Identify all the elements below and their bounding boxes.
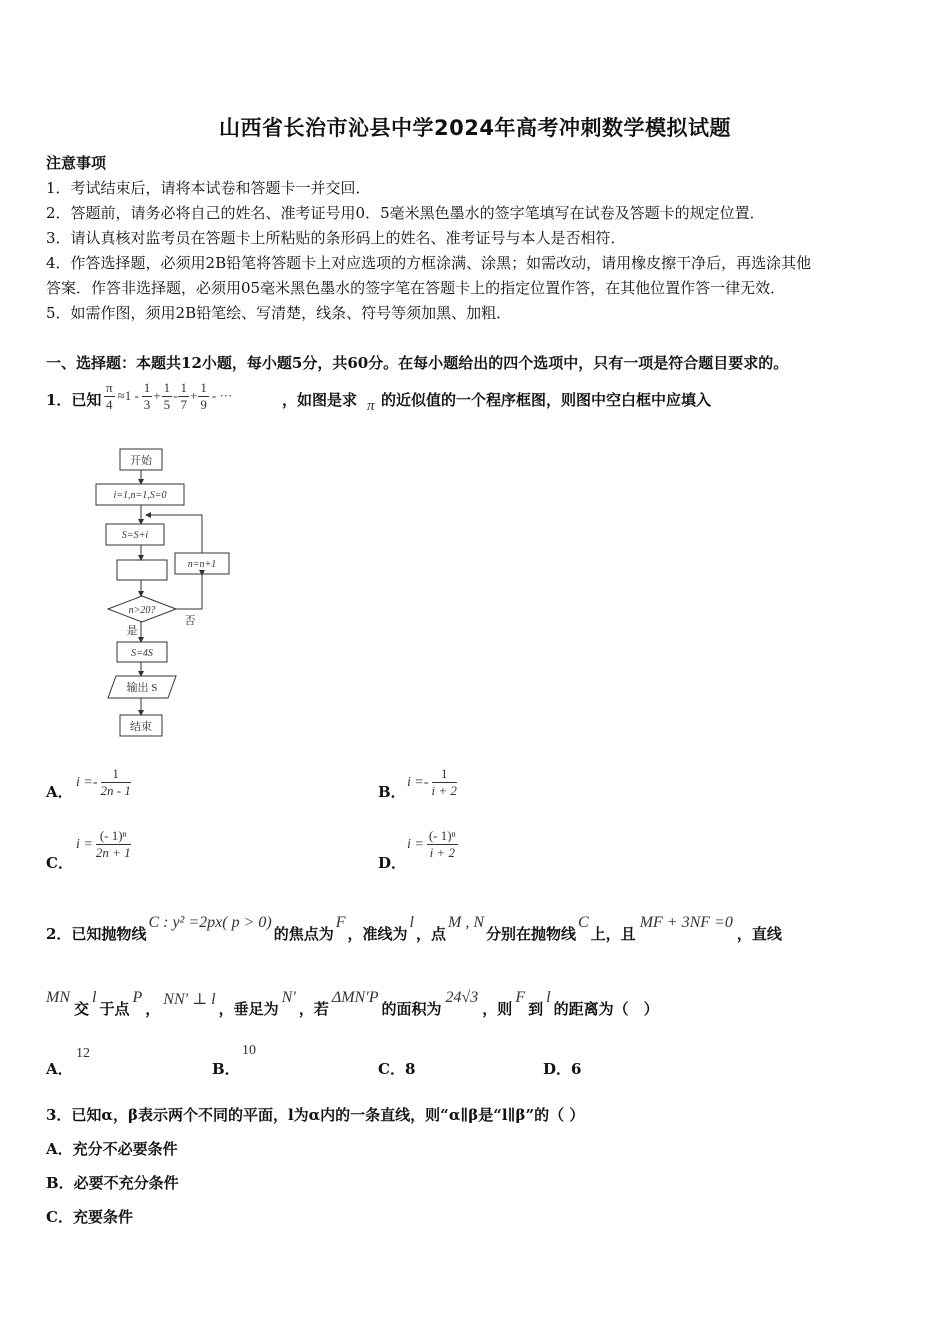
q2-option-c[interactable]: C．8 xyxy=(378,1060,416,1078)
flow-start-text: 开始 xyxy=(130,455,152,467)
q2-option-a-label[interactable]: A． xyxy=(46,1060,73,1078)
q1-prefix: 1．已知 xyxy=(46,391,102,409)
q1-option-d-label[interactable]: D． xyxy=(378,854,407,872)
notice-heading: 注意事项 xyxy=(46,154,107,172)
notice-item-2: 2．答题前，请务必将自己的姓名、准考证号用0．5毫米黑色墨水的签字笔填写在试卷及答题卡的规定位置． xyxy=(46,204,765,222)
flow-init-text: i=1,n=1,S=0 xyxy=(113,490,167,501)
notice-item-4: 4．作答选择题，必须用2B铅笔将答题卡上对应选项的方框涂满、涂黑；如需改动，请用橡皮擦干净后，再选涂其他 xyxy=(46,254,812,272)
q2-option-b-value[interactable]: 10 xyxy=(242,1043,256,1058)
notice-item-3: 3．请认真核对监考员在答题卡上所粘贴的条形码上的姓名、准考证号与本人是否相符． xyxy=(46,229,626,247)
q3-option-b[interactable]: B．必要不充分条件 xyxy=(46,1174,179,1192)
q1-option-b-label[interactable]: B． xyxy=(378,783,406,801)
flowchart xyxy=(90,440,250,745)
section-heading: 一、选择题：本题共12小题，每小题5分，共60分。在每小题给出的四个选项中，只有一项是符合题目要求的。 xyxy=(46,354,789,372)
q1-option-c-label[interactable]: C． xyxy=(46,854,73,872)
flow-blank-box xyxy=(117,560,167,580)
flow-sum-text: S=S+i xyxy=(121,530,149,541)
q1-option-d[interactable]: i = $\frac{\text{(- 1)ⁿ}}{i + 2}$ xyxy=(407,828,456,860)
flow-yes-text: 是 xyxy=(126,625,138,637)
flow-output-text: 输出 S xyxy=(126,682,158,694)
q2-option-d[interactable]: D．6 xyxy=(543,1060,582,1078)
q1-option-a[interactable]: i =- $\frac{1}{2n - 1}$ xyxy=(76,766,131,798)
q2-option-b-label[interactable]: B． xyxy=(212,1060,240,1078)
notice-item-1: 1．考试结束后，请将本试卷和答题卡一并交回． xyxy=(46,179,371,197)
q2-line-1: 2．已知抛物线 C : y² =2px( p > 0) 的焦点为 F ，准线为 l ，点 M , N 分别在抛物线 C 上，且 MF + 3NF =0 ，直线 xyxy=(46,914,782,943)
q1-middle: ，如图是求 xyxy=(282,391,358,409)
q1-option-a-label[interactable]: A． xyxy=(46,783,73,801)
q1-option-c[interactable]: i = $\frac{\text{(- 1)ⁿ}}{2n + 1}$ xyxy=(76,828,131,860)
page-title: 山西省长治市沁县中学2024年高考冲刺数学模拟试题 xyxy=(219,116,731,140)
q1-suffix: 的近似值的一个程序框图，则图中空白框中应填入 xyxy=(381,391,712,409)
notice-item-4-cont: 答案．作答非选择题，必须用05毫米黑色墨水的签字笔在答题卡上的指定位置作答，在其他位置作答一律无效． xyxy=(46,279,786,297)
flow-cond-text: n>20? xyxy=(128,605,156,616)
q3-stem: 3．已知α，β表示两个不同的平面，l为α内的一条直线，则“α∥β是“l∥β”的（ ） xyxy=(46,1106,585,1124)
notice-item-5: 5．如需作图，须用2B铅笔绘、写清楚，线条、符号等须加黑、加粗． xyxy=(46,304,512,322)
q1-option-b[interactable]: i =- $\frac{1}{i + 2}$ xyxy=(407,766,457,798)
flow-no-text: 否 xyxy=(184,615,196,627)
q2-line-2: MN 交 l 于点 P ， NN′ ⊥ l ，垂足为 N′ ，若 ΔMN′P 的面积为 24√3 ，则 F 到 l 的距离为（ ） xyxy=(46,989,659,1018)
q2-option-a-value[interactable]: 12 xyxy=(76,1046,90,1061)
flow-mult-text: S=4S xyxy=(131,648,153,659)
q1-series-formula: $\frac{\pi}{4}$ ≈1 - $\frac{1}{3}$ + $\frac{1}{5}$ - $\frac{1}{7}$ + $\frac{1}{9}$ - ··· xyxy=(106,379,233,412)
q3-option-a[interactable]: A．充分不必要条件 xyxy=(46,1140,178,1158)
flow-end-text: 结束 xyxy=(130,721,152,733)
q1-pi-symbol: π xyxy=(367,398,375,414)
flow-inc-text: n=n+1 xyxy=(187,559,217,570)
q3-option-c[interactable]: C．充要条件 xyxy=(46,1208,133,1226)
